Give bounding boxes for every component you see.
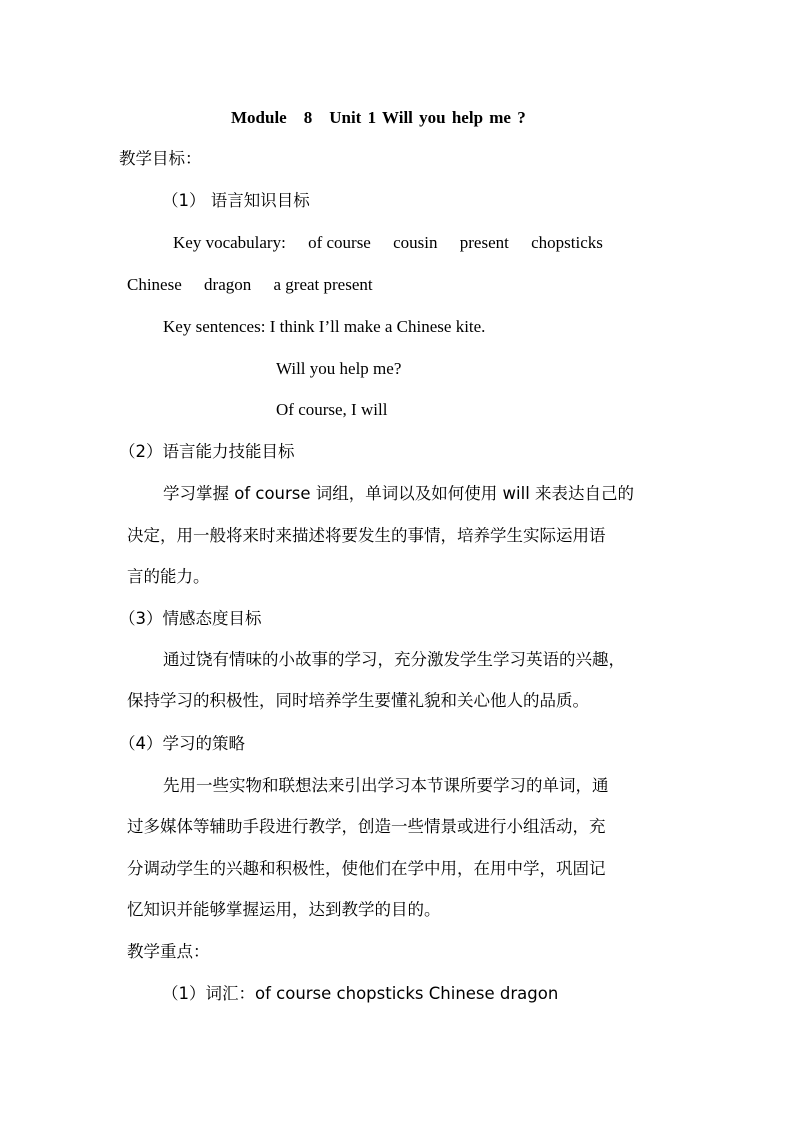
paragraph-line: 分调动学生的兴趣和积极性，使他们在学中用，在用中学，巩固记 <box>127 859 606 878</box>
vocab-word: cousin <box>393 233 438 252</box>
section-heading-key-points: 教学重点： <box>127 942 210 961</box>
key-vocabulary-line-1 <box>173 232 621 254</box>
key-vocabulary-line-2 <box>127 274 391 296</box>
vocab-word: a great present <box>273 275 373 294</box>
paragraph-line: 过多媒体等辅助手段进行教学，创造一些情景或进行小组活动，充 <box>127 817 606 836</box>
key-sentences-label: Key sentences: <box>163 317 266 336</box>
paragraph-line: 决定，用一般将来时来描述将要发生的事情，培养学生实际运用语 <box>127 526 606 545</box>
paragraph-line: 通过饶有情味的小故事的学习，充分激发学生学习英语的兴趣， <box>163 650 625 669</box>
key-vocabulary-label: Key vocabulary: <box>173 233 286 252</box>
paragraph-line: 忆知识并能够掌握运用，达到教学的目的。 <box>127 900 441 919</box>
vocab-word: present <box>459 233 509 252</box>
vocab-word: of course <box>308 233 371 252</box>
paragraph-line: 学习掌握 of course 词组，单词以及如何使用 will 来表达自己的 <box>163 484 635 503</box>
key-point-1: （1）词汇：of course chopsticks Chinese dragon <box>162 984 559 1003</box>
paragraph-line: 言的能力。 <box>127 567 210 586</box>
vocab-word: chopsticks <box>531 233 603 252</box>
vocab-word: Chinese <box>127 275 182 294</box>
objective-1-heading: （1） 语言知识目标 <box>162 191 310 210</box>
paragraph-line: 先用一些实物和联想法来引出学习本节课所要学习的单词，通 <box>163 776 609 795</box>
objective-4-heading: （4）学习的策略 <box>119 734 245 753</box>
key-sentence: I think I’ll make a Chinese kite. <box>269 317 486 336</box>
section-heading-objectives: 教学目标： <box>119 149 202 168</box>
page-title: Module 8 Unit 1 Will you help me ? <box>231 108 526 127</box>
key-sentences-line-1 <box>163 316 485 338</box>
key-sentence: Will you help me? <box>276 359 402 378</box>
objective-2-heading: （2）语言能力技能目标 <box>119 442 295 461</box>
objective-3-heading: （3）情感态度目标 <box>119 609 262 628</box>
paragraph-line: 保持学习的积极性，同时培养学生要懂礼貌和关心他人的品质。 <box>127 691 589 710</box>
key-sentence: Of course, I will <box>276 400 388 419</box>
vocab-word: dragon <box>204 275 252 294</box>
